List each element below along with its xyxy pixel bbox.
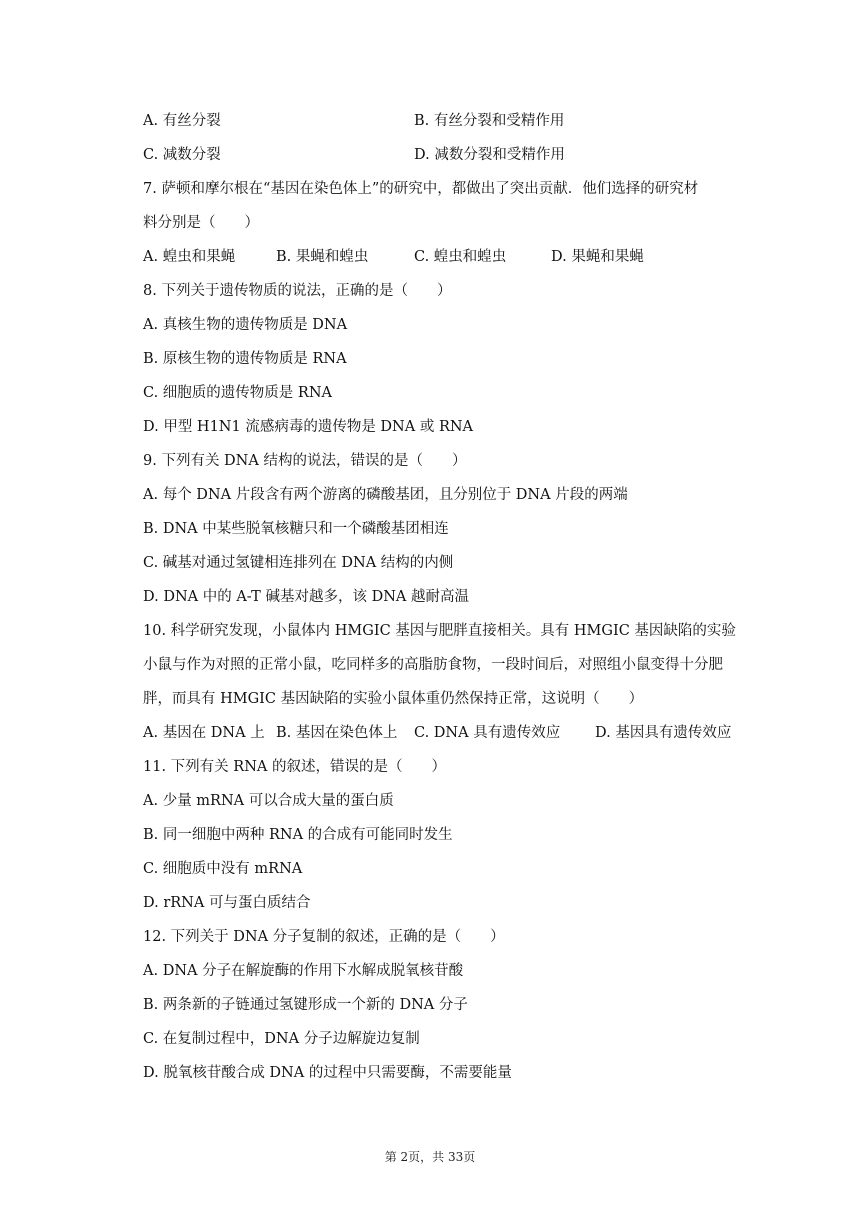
q10-option-d: D. 基因具有遗传效应 xyxy=(595,725,732,741)
q9-option-c: C. 碱基对通过氢键相连排列在 DNA 结构的内侧 xyxy=(143,555,454,571)
q8-stem: 8. 下列关于遗传物质的说法，正确的是（ ） xyxy=(143,283,452,299)
q7-option-d: D. 果蝇和果蝇 xyxy=(551,249,644,265)
q10-stem-line-2: 小鼠与作为对照的正常小鼠，吃同样多的高脂肪食物，一段时间后，对照组小鼠变得十分肥 xyxy=(143,657,723,673)
q6-option-a: A. 有丝分裂 xyxy=(143,113,221,129)
q11-option-b: B. 同一细胞中两种 RNA 的合成有可能同时发生 xyxy=(143,827,453,843)
q8-option-d: D. 甲型 H1N1 流感病毒的遗传物是 DNA 或 RNA xyxy=(143,419,474,435)
q11-stem: 11. 下列有关 RNA 的叙述，错误的是（ ） xyxy=(143,759,446,775)
q8-option-c: C. 细胞质的遗传物质是 RNA xyxy=(143,385,332,401)
q10-stem-line-1: 10. 科学研究发现，小鼠体内 HMGIC 基因与肥胖直接相关。具有 HMGIC 基因缺陷的实验 xyxy=(143,623,736,639)
q7-option-a: A. 蝗虫和果蝇 xyxy=(143,249,236,265)
q10-option-b: B. 基因在染色体上 xyxy=(276,725,398,741)
q6-option-b: B. 有丝分裂和受精作用 xyxy=(414,113,565,129)
q6-option-d: D. 减数分裂和受精作用 xyxy=(414,147,565,163)
q12-option-a: A. DNA 分子在解旋酶的作用下水解成脱氧核苷酸 xyxy=(143,963,464,979)
q9-stem: 9. 下列有关 DNA 结构的说法，错误的是（ ） xyxy=(143,453,467,469)
q7-option-b: B. 果蝇和蝗虫 xyxy=(276,249,369,265)
q6-option-c: C. 减数分裂 xyxy=(143,147,221,163)
q8-option-a: A. 真核生物的遗传物质是 DNA xyxy=(143,317,348,333)
page-number-footer: 第 2页，共 33页 xyxy=(384,1150,476,1164)
q9-option-b: B. DNA 中某些脱氧核糖只和一个磷酸基团相连 xyxy=(143,521,449,537)
q10-stem-line-3: 胖，而具有 HMGIC 基因缺陷的实验小鼠体重仍然保持正常，这说明（ ） xyxy=(143,691,644,707)
q11-option-c: C. 细胞质中没有 mRNA xyxy=(143,861,303,877)
q10-option-c: C. DNA 具有遗传效应 xyxy=(414,725,561,741)
q9-option-a: A. 每个 DNA 片段含有两个游离的磷酸基团，且分别位于 DNA 片段的两端 xyxy=(143,487,628,503)
q12-option-c: C. 在复制过程中，DNA 分子边解旋边复制 xyxy=(143,1031,420,1047)
q11-option-a: A. 少量 mRNA 可以合成大量的蛋白质 xyxy=(143,793,394,809)
q11-option-d: D. rRNA 可与蛋白质结合 xyxy=(143,895,311,911)
q7-option-c: C. 蝗虫和蝗虫 xyxy=(414,249,507,265)
q7-stem-line-1: 7. 萨顿和摩尔根在“基因在染色体上”的研究中，都做出了突出贡献．他们选择的研究材 xyxy=(143,181,699,197)
q7-stem-line-2: 料分别是（ ） xyxy=(143,215,259,231)
q10-option-a: A. 基因在 DNA 上 xyxy=(143,725,265,741)
q8-option-b: B. 原核生物的遗传物质是 RNA xyxy=(143,351,347,367)
q12-option-b: B. 两条新的子链通过氢键形成一个新的 DNA 分子 xyxy=(143,997,468,1013)
q9-option-d: D. DNA 中的 A-T 碱基对越多，该 DNA 越耐高温 xyxy=(143,589,469,605)
q12-option-d: D. 脱氧核苷酸合成 DNA 的过程中只需要酶，不需要能量 xyxy=(143,1065,512,1081)
q12-stem: 12. 下列关于 DNA 分子复制的叙述，正确的是（ ） xyxy=(143,929,505,945)
